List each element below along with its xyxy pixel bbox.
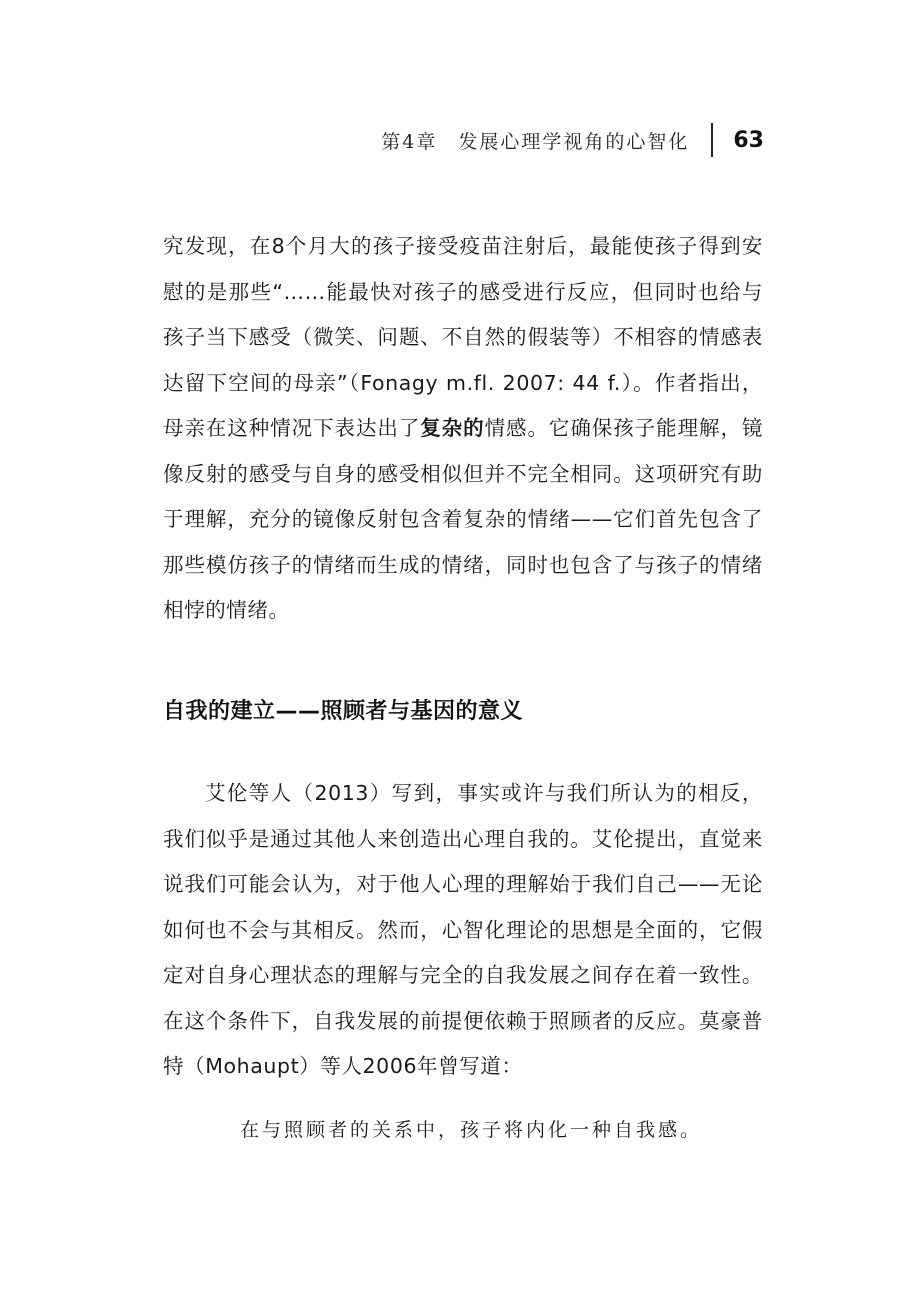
emphasis-text: 复杂的 — [420, 416, 485, 440]
body-paragraph-1 — [163, 224, 763, 634]
paragraph-text-end: 情感。它确保孩子能理解，镜像反射的感受与自身的感受相似但并不完全相同。这项研究有助于理解，充分的镜像反射包含着复杂的情绪——它们首先包含了那些模仿孩子的情绪而生成的情绪，同时也包含了与孩子的情绪相悖的情绪。 — [163, 416, 763, 622]
chapter-title: 第4章 发展心理学视角的心智化 — [381, 130, 690, 153]
header-divider — [711, 123, 713, 157]
paragraph-text-start: 究发现，在8个月大的孩子接受疫苗注射后，最能使孩子得到安慰的是那些“……能最快对孩子的感受进行反应，但同时也给与孩子当下感受（微笑、问题、不自然的假装等）不相容的情感表达留下空间的母亲”（Fonagy m.fl. 2007: 44 f.）。作者指出，母亲在这种情况下表达出了 — [163, 234, 763, 440]
paragraph-text: 艾伦等人（2013）写到，事实或许与我们所认为的相反，我们似乎是通过其他人来创造出心理自我的。艾伦提出，直觉来说我们可能会认为，对于他人心理的理解始于我们自己——无论如何也不会与其相反。然而，心智化理论的思想是全面的，它假定对自身心理状态的理解与完全的自我发展之间存在着一致性。在这个条件下，自我发展的前提便依赖于照顾者的反应。莫豪普特（Mohaupt）等人2006年曾写道： — [163, 781, 763, 1078]
running-header — [381, 118, 764, 162]
section-heading: 自我的建立——照顾者与基因的意义 — [163, 699, 524, 724]
paragraph-text — [163, 224, 763, 634]
block-quote: 在与照顾者的关系中，孩子将内化一种自我感。 — [240, 1119, 703, 1141]
page-number: 63 — [733, 127, 764, 153]
body-paragraph-2 — [163, 771, 763, 1090]
